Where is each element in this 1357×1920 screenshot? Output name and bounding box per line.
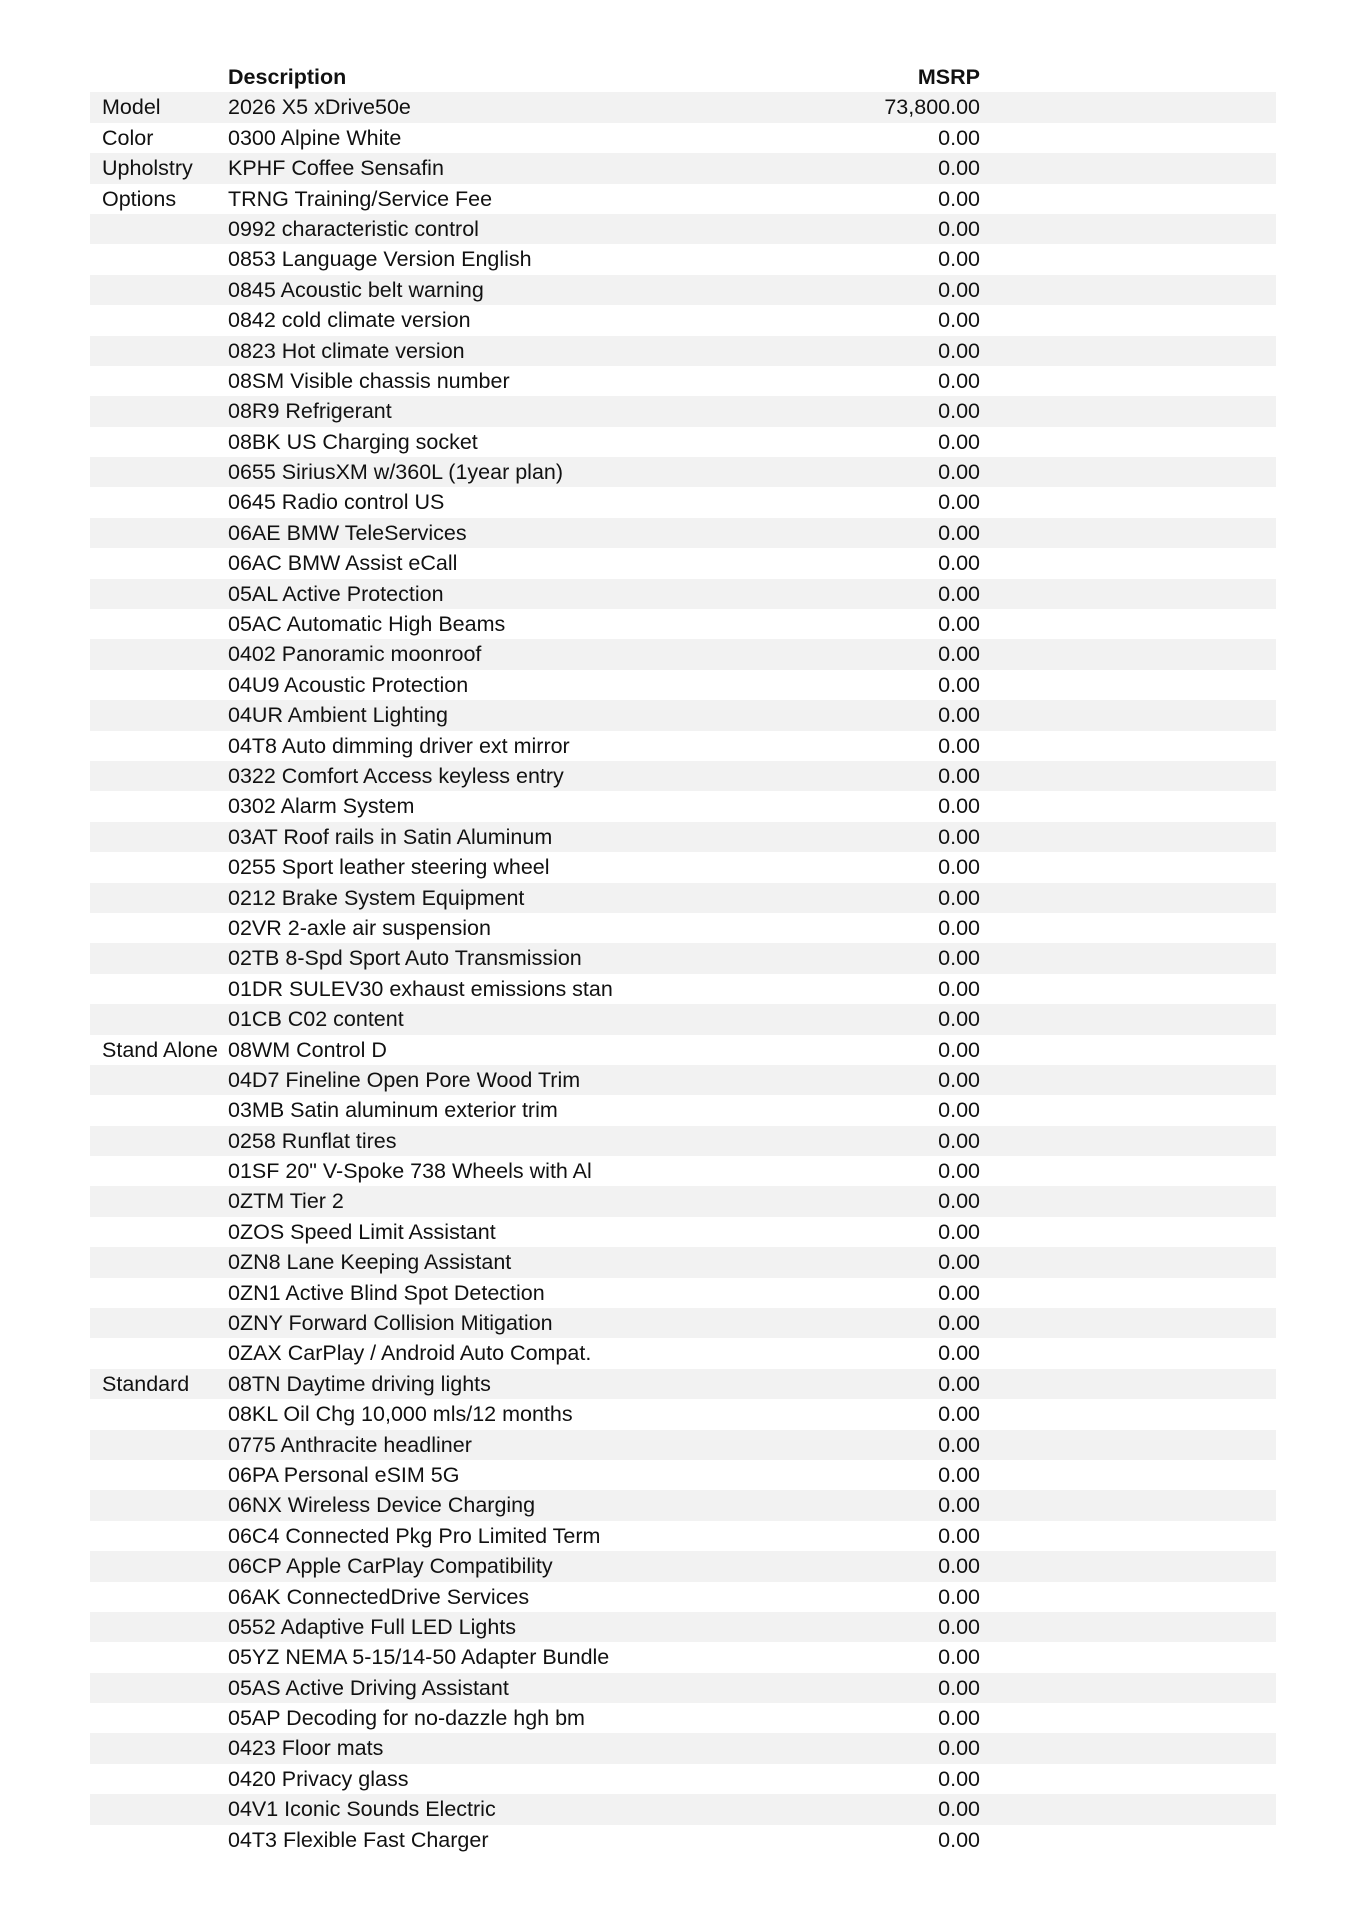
row-msrp: 0.00 — [938, 1706, 980, 1731]
table-row — [90, 1186, 1276, 1216]
table-row — [90, 700, 1276, 730]
row-msrp: 0.00 — [938, 1128, 980, 1153]
row-msrp: 0.00 — [938, 855, 980, 880]
row-description: 01DR SULEV30 exhaust emissions stan — [228, 976, 613, 1001]
row-description: 0645 Radio control US — [228, 490, 445, 515]
row-msrp: 0.00 — [938, 1311, 980, 1336]
row-msrp: 0.00 — [938, 399, 980, 424]
row-description: 0655 SiriusXM w/360L (1year plan) — [228, 460, 564, 485]
row-description: 0420 Privacy glass — [228, 1766, 409, 1791]
row-msrp: 0.00 — [938, 1250, 980, 1275]
table-row — [90, 822, 1276, 852]
table-row — [90, 1703, 1276, 1733]
table-row — [90, 336, 1276, 366]
row-msrp: 0.00 — [938, 1493, 980, 1518]
row-description: 0992 characteristic control — [228, 216, 479, 241]
row-msrp: 0.00 — [938, 216, 980, 241]
table-row — [90, 883, 1276, 913]
row-description: 08SM Visible chassis number — [228, 368, 510, 393]
row-msrp: 0.00 — [938, 1554, 980, 1579]
table-row — [90, 487, 1276, 517]
row-description: 03AT Roof rails in Satin Aluminum — [228, 824, 553, 849]
table-row — [90, 974, 1276, 1004]
row-description: 01CB C02 content — [228, 1007, 404, 1032]
row-msrp: 0.00 — [938, 1067, 980, 1092]
row-description: 0775 Anthracite headliner — [228, 1432, 472, 1457]
row-description: 04T3 Flexible Fast Charger — [228, 1827, 489, 1852]
table-row — [90, 1551, 1276, 1581]
row-msrp: 0.00 — [938, 1098, 980, 1123]
row-description: 0302 Alarm System — [228, 794, 415, 819]
row-description: 06AC BMW Assist eCall — [228, 551, 458, 576]
row-msrp: 0.00 — [938, 338, 980, 363]
row-msrp: 0.00 — [938, 277, 980, 302]
row-description: KPHF Coffee Sensafin — [228, 156, 444, 181]
row-msrp: 0.00 — [938, 247, 980, 272]
table-row — [90, 244, 1276, 274]
row-description: 08WM Control D — [228, 1037, 387, 1062]
row-msrp: 0.00 — [938, 125, 980, 150]
table-row — [90, 1278, 1276, 1308]
table-row — [90, 1794, 1276, 1824]
row-description: 04UR Ambient Lighting — [228, 703, 448, 728]
row-category: Stand Alone — [102, 1037, 218, 1062]
table-row — [90, 609, 1276, 639]
table-row — [90, 731, 1276, 761]
row-msrp: 0.00 — [938, 1189, 980, 1214]
row-description: 06C4 Connected Pkg Pro Limited Term — [228, 1523, 601, 1548]
table-row — [90, 1338, 1276, 1368]
row-description: 0ZN1 Active Blind Spot Detection — [228, 1280, 545, 1305]
table-row — [90, 123, 1276, 153]
row-category: Color — [102, 125, 154, 150]
table-row — [90, 639, 1276, 669]
table-row — [90, 1642, 1276, 1672]
row-description: 0823 Hot climate version — [228, 338, 465, 363]
table-row — [90, 548, 1276, 578]
row-description: 05AP Decoding for no-dazzle hgh bm — [228, 1706, 585, 1731]
table-row — [90, 153, 1276, 183]
table-row — [90, 214, 1276, 244]
row-msrp: 0.00 — [938, 1462, 980, 1487]
row-description: 06PA Personal eSIM 5G — [228, 1462, 460, 1487]
table-row — [90, 396, 1276, 426]
row-msrp: 0.00 — [938, 642, 980, 667]
table-row — [90, 518, 1276, 548]
row-description: 0552 Adaptive Full LED Lights — [228, 1614, 517, 1639]
table-row — [90, 1673, 1276, 1703]
row-msrp: 0.00 — [938, 1007, 980, 1032]
row-msrp: 0.00 — [938, 1371, 980, 1396]
table-row — [90, 1247, 1276, 1277]
row-msrp: 0.00 — [938, 1341, 980, 1366]
row-msrp: 0.00 — [938, 1584, 980, 1609]
row-msrp: 0.00 — [938, 1645, 980, 1670]
row-description: 03MB Satin aluminum exterior trim — [228, 1098, 558, 1123]
row-description: 0ZAX CarPlay / Android Auto Compat. — [228, 1341, 592, 1366]
table-row — [90, 1612, 1276, 1642]
table-row — [90, 275, 1276, 305]
row-msrp: 0.00 — [938, 763, 980, 788]
table-row — [90, 1490, 1276, 1520]
table-row — [90, 1582, 1276, 1612]
row-description: 06AK ConnectedDrive Services — [228, 1584, 530, 1609]
header-description: Description — [228, 65, 347, 89]
table-row — [90, 1308, 1276, 1338]
row-description: 02TB 8-Spd Sport Auto Transmission — [228, 946, 582, 971]
row-msrp: 0.00 — [938, 429, 980, 454]
row-msrp: 0.00 — [938, 1675, 980, 1700]
row-description: 06AE BMW TeleServices — [228, 520, 467, 545]
row-category: Model — [102, 95, 161, 120]
table-row — [90, 1399, 1276, 1429]
table-row — [90, 761, 1276, 791]
table-row — [90, 791, 1276, 821]
table-row — [90, 1095, 1276, 1125]
msrp-table — [90, 62, 1276, 1855]
row-description: 0ZN8 Lane Keeping Assistant — [228, 1250, 512, 1275]
table-row — [90, 1217, 1276, 1247]
table-row — [90, 1460, 1276, 1490]
row-msrp: 0.00 — [938, 1402, 980, 1427]
row-description: 01SF 20" V-Spoke 738 Wheels with Al — [228, 1159, 592, 1184]
row-msrp: 0.00 — [938, 520, 980, 545]
row-msrp: 0.00 — [938, 1736, 980, 1761]
table-row — [90, 1065, 1276, 1095]
row-msrp: 0.00 — [938, 551, 980, 576]
row-msrp: 73,800.00 — [884, 95, 980, 120]
row-msrp: 0.00 — [938, 794, 980, 819]
row-description: 2026 X5 xDrive50e — [228, 95, 411, 120]
row-description: 0ZOS Speed Limit Assistant — [228, 1219, 496, 1244]
row-msrp: 0.00 — [938, 672, 980, 697]
row-description: 05YZ NEMA 5-15/14-50 Adapter Bundle — [228, 1645, 610, 1670]
row-msrp: 0.00 — [938, 490, 980, 515]
table-body — [90, 92, 1276, 1855]
row-description: 04T8 Auto dimming driver ext mirror — [228, 733, 570, 758]
row-description: 05AL Active Protection — [228, 581, 444, 606]
row-description: 0845 Acoustic belt warning — [228, 277, 484, 302]
row-msrp: 0.00 — [938, 1523, 980, 1548]
row-description: 05AS Active Driving Assistant — [228, 1675, 509, 1700]
row-msrp: 0.00 — [938, 1037, 980, 1062]
table-row — [90, 943, 1276, 973]
row-description: 08BK US Charging socket — [228, 429, 478, 454]
table-row — [90, 1825, 1276, 1855]
header-msrp: MSRP — [917, 65, 980, 89]
row-description: 0ZTM Tier 2 — [228, 1189, 344, 1214]
table-row — [90, 305, 1276, 335]
table-row — [90, 184, 1276, 214]
row-description: 08KL Oil Chg 10,000 mls/12 months — [228, 1402, 573, 1427]
row-msrp: 0.00 — [938, 824, 980, 849]
row-msrp: 0.00 — [938, 703, 980, 728]
row-msrp: 0.00 — [938, 186, 980, 211]
row-msrp: 0.00 — [938, 1280, 980, 1305]
row-msrp: 0.00 — [938, 1614, 980, 1639]
row-msrp: 0.00 — [938, 156, 980, 181]
row-description: 0402 Panoramic moonroof — [228, 642, 482, 667]
table-row — [90, 92, 1276, 122]
row-msrp: 0.00 — [938, 612, 980, 637]
row-msrp: 0.00 — [938, 581, 980, 606]
row-category: Standard — [102, 1371, 190, 1396]
row-msrp: 0.00 — [938, 1827, 980, 1852]
row-description: 0258 Runflat tires — [228, 1128, 397, 1153]
row-description: 02VR 2-axle air suspension — [228, 915, 491, 940]
table-row — [90, 427, 1276, 457]
row-description: 04U9 Acoustic Protection — [228, 672, 469, 697]
table-row — [90, 1430, 1276, 1460]
row-msrp: 0.00 — [938, 308, 980, 333]
row-msrp: 0.00 — [938, 976, 980, 1001]
table-row — [90, 366, 1276, 396]
row-description: 0212 Brake System Equipment — [228, 885, 525, 910]
row-msrp: 0.00 — [938, 368, 980, 393]
row-msrp: 0.00 — [938, 1797, 980, 1822]
row-description: 0853 Language Version English — [228, 247, 532, 272]
table-row — [90, 670, 1276, 700]
table-row — [90, 579, 1276, 609]
row-description: 08R9 Refrigerant — [228, 399, 392, 424]
row-msrp: 0.00 — [938, 885, 980, 910]
table-row — [90, 1521, 1276, 1551]
row-description: TRNG Training/Service Fee — [228, 186, 493, 211]
row-msrp: 0.00 — [938, 733, 980, 758]
table-row — [90, 852, 1276, 882]
table-row — [90, 1764, 1276, 1794]
row-description: 04D7 Fineline Open Pore Wood Trim — [228, 1067, 581, 1092]
table-row — [90, 1733, 1276, 1763]
table-row — [90, 1369, 1276, 1399]
row-description: 0300 Alpine White — [228, 125, 402, 150]
table-row — [90, 913, 1276, 943]
row-msrp: 0.00 — [938, 946, 980, 971]
row-msrp: 0.00 — [938, 1432, 980, 1457]
row-description: 0842 cold climate version — [228, 308, 471, 333]
row-category: Options — [102, 186, 177, 211]
row-msrp: 0.00 — [938, 1219, 980, 1244]
table-row — [90, 1156, 1276, 1186]
row-description: 06NX Wireless Device Charging — [228, 1493, 536, 1518]
row-description: 06CP Apple CarPlay Compatibility — [228, 1554, 553, 1579]
row-description: 0255 Sport leather steering wheel — [228, 855, 550, 880]
table-row — [90, 1035, 1276, 1065]
row-msrp: 0.00 — [938, 915, 980, 940]
row-description: 05AC Automatic High Beams — [228, 612, 506, 637]
row-msrp: 0.00 — [938, 1766, 980, 1791]
row-msrp: 0.00 — [938, 1159, 980, 1184]
table-row — [90, 1126, 1276, 1156]
row-description: 0ZNY Forward Collision Mitigation — [228, 1311, 553, 1336]
table-row — [90, 1004, 1276, 1034]
table-header-row — [90, 62, 1276, 92]
row-msrp: 0.00 — [938, 460, 980, 485]
row-description: 0423 Floor mats — [228, 1736, 384, 1761]
row-description: 08TN Daytime driving lights — [228, 1371, 491, 1396]
table-row — [90, 457, 1276, 487]
row-description: 04V1 Iconic Sounds Electric — [228, 1797, 496, 1822]
row-description: 0322 Comfort Access keyless entry — [228, 763, 564, 788]
row-category: Upholstry — [102, 156, 193, 181]
